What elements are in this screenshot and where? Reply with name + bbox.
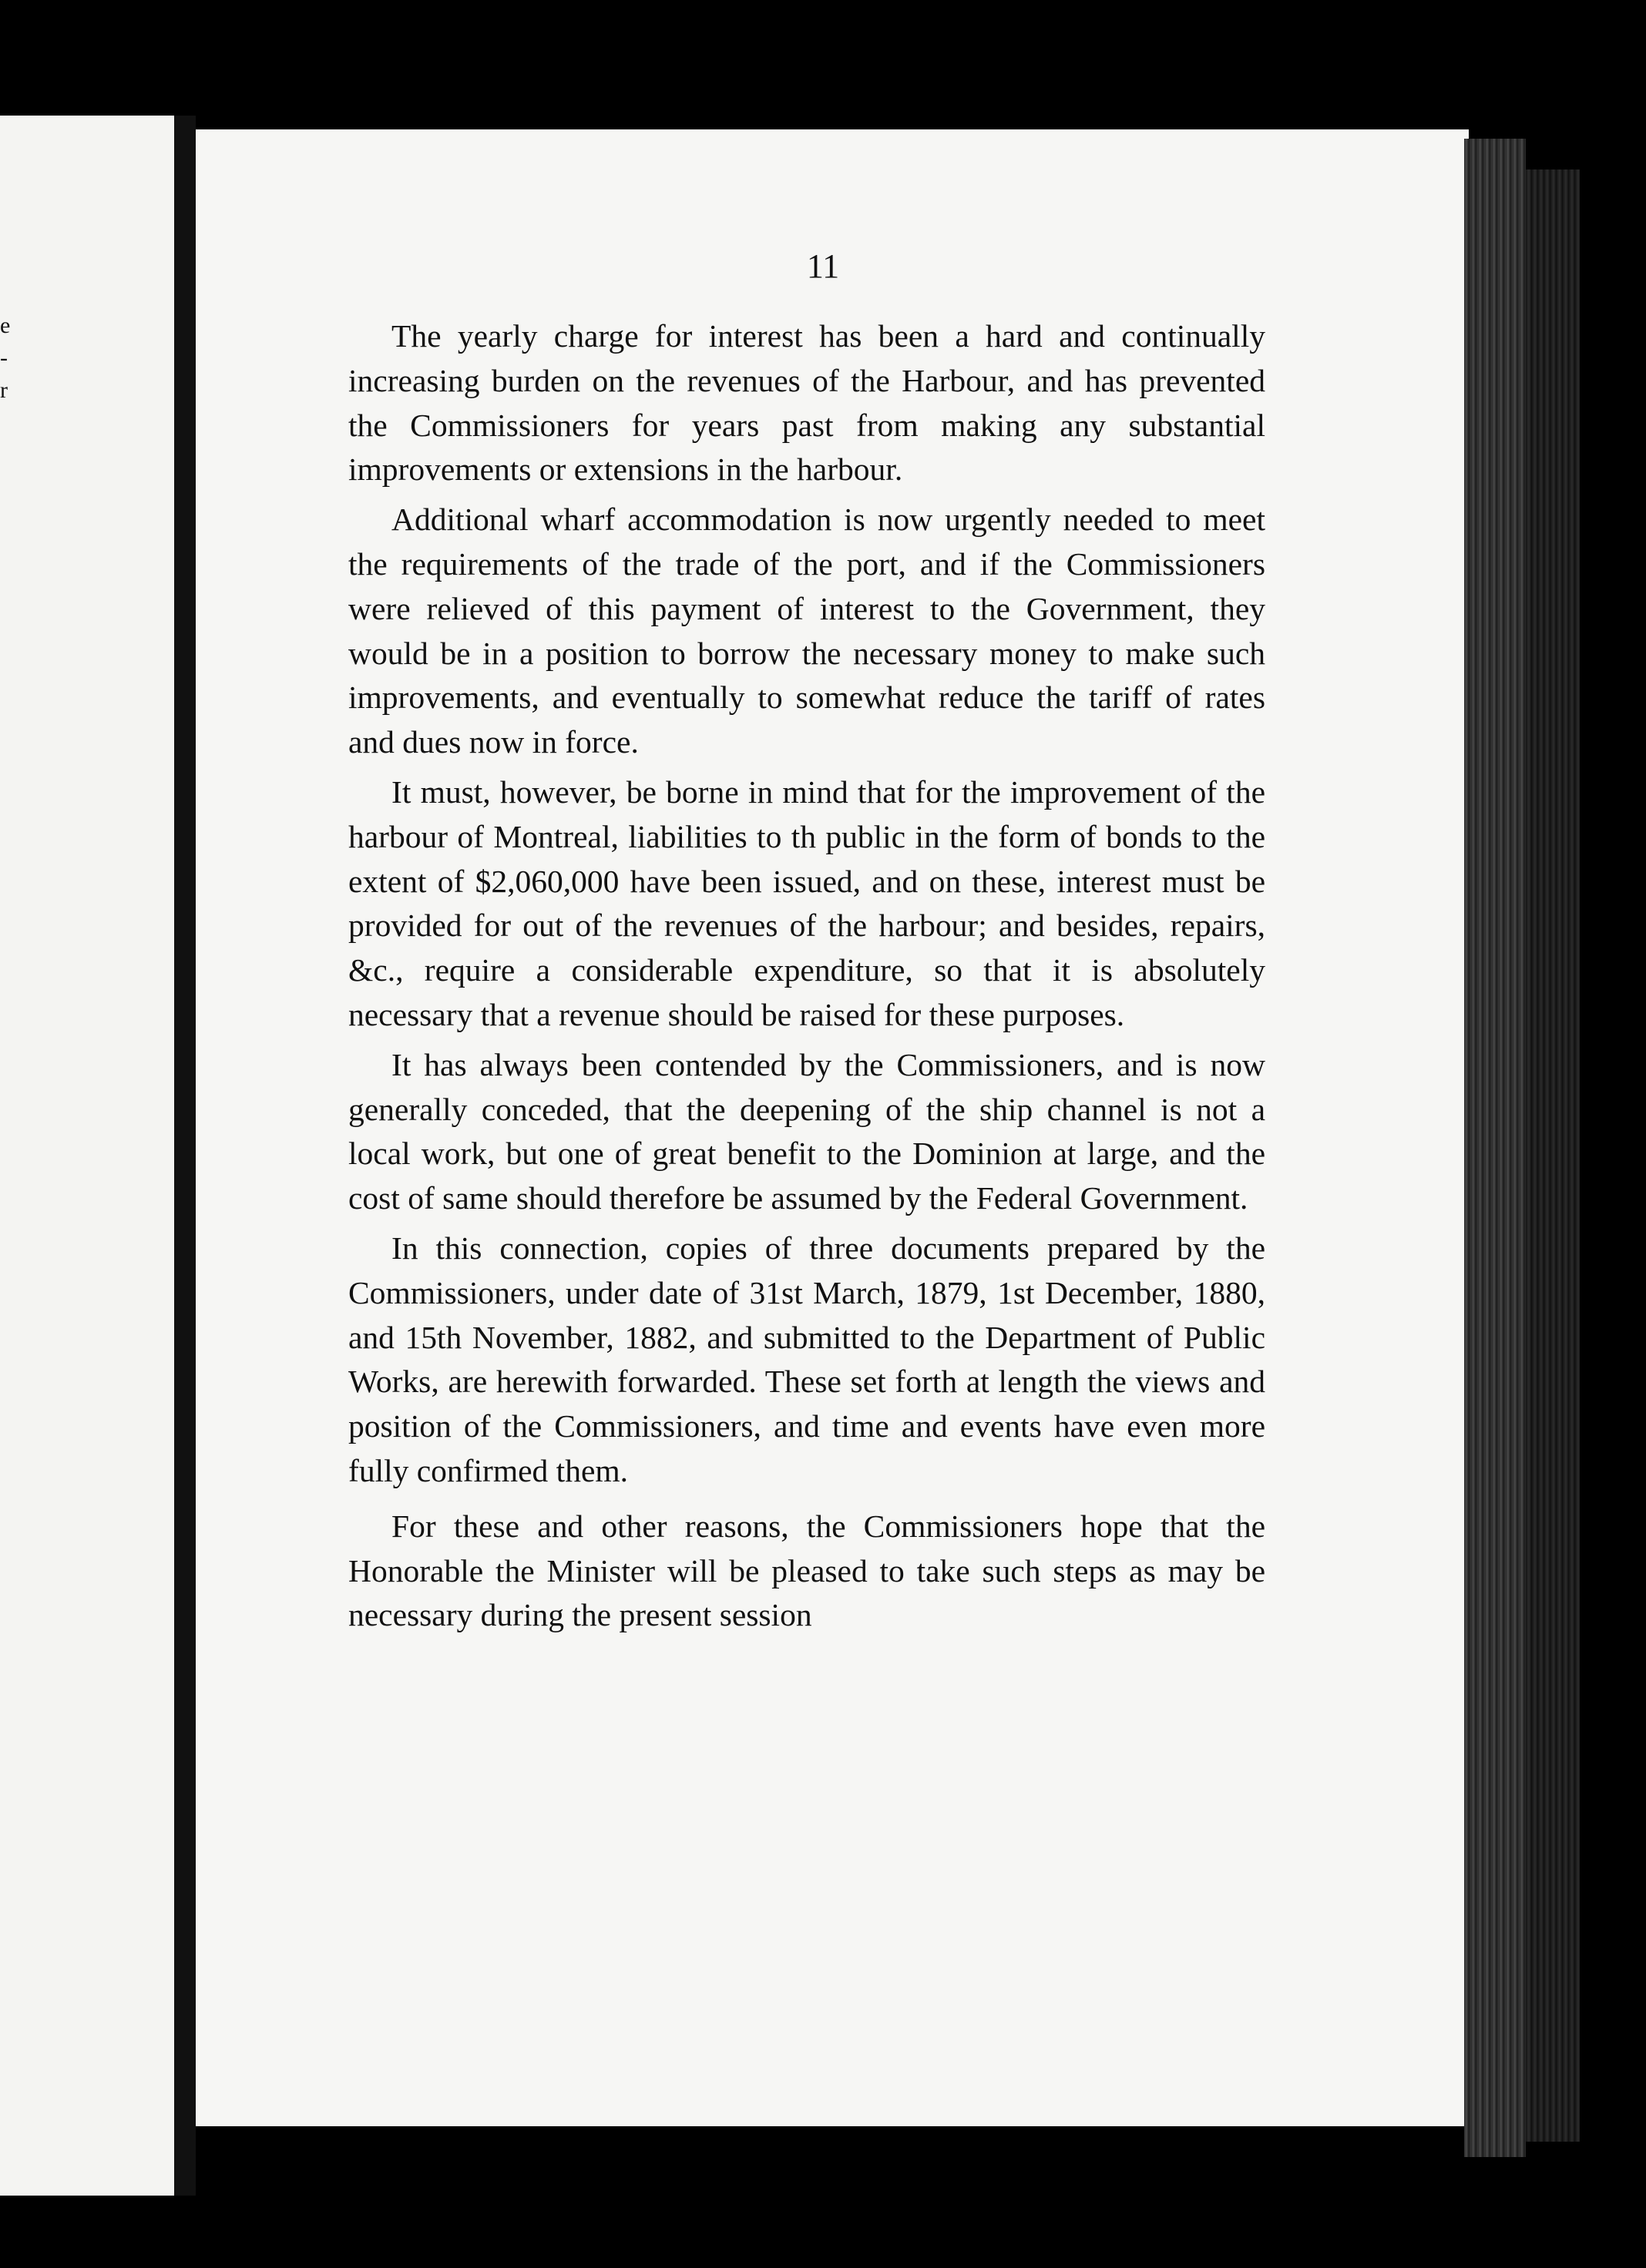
paragraph: It must, however, be borne in mind that for the improvement of the harbour of Montreal, liabilities to th public in the form of bonds to the extent of $2,060,000 have been issued, and on these, interest must be provided for out of the revenues of the harbour; and besides, repairs, &c., require a considerable expenditure, so that it is absolutely necessary that a revenue should be raised for these purposes. <box>348 773 1265 1032</box>
facing-page-fragment: - <box>0 345 8 371</box>
paragraph: Additional wharf accommodation is now urgently needed to meet the requirements of the trade of the port, and if the Commissioners were relieved of this payment of interest to the Government, they would be in a position to borrow the necessary money to make such improvements, and eventually to somewhat reduce the tariff of rates and dues now in force. <box>348 502 1265 760</box>
paragraph: It has always been contended by the Commissioners, and is now generally conceded, that the deepening of the ship channel is not a local work, but one of great benefit to the Dominion at large, and the cost of same should therefore be assumed by the Federal Government. <box>348 1046 1265 1216</box>
facing-page-fragment: r <box>0 377 8 403</box>
paragraph: In this connection, copies of three documents prepared by the Commissioners, under date of 31st March, 1879, 1st December, 1880, and 15th November, 1882, and submitted to the Department of Public Works, are herewith forwarded. These set forth at length the views and position of the Commissioners, and time and events have even more fully confirmed them. <box>348 1230 1265 1488</box>
body-text <box>348 314 1265 1643</box>
facing-page-edge <box>0 116 183 2196</box>
book-fore-edge-shadow <box>1526 169 1580 2142</box>
paragraph: For these and other reasons, the Commissioners hope that the Honorable the Minister will be pleased to take such steps as may be necessary during the present session <box>348 1508 1265 1633</box>
page-number: 11 <box>806 247 840 285</box>
paragraph: The yearly charge for interest has been a hard and continually increasing burden on the revenues of the Harbour, and has prevented the Commissioners for years past from making any substantial improvements or extensions in the harbour. <box>348 318 1265 488</box>
facing-page-fragment: e <box>0 313 11 338</box>
book-fore-edge <box>1464 139 1526 2157</box>
book-gutter <box>174 116 196 2196</box>
